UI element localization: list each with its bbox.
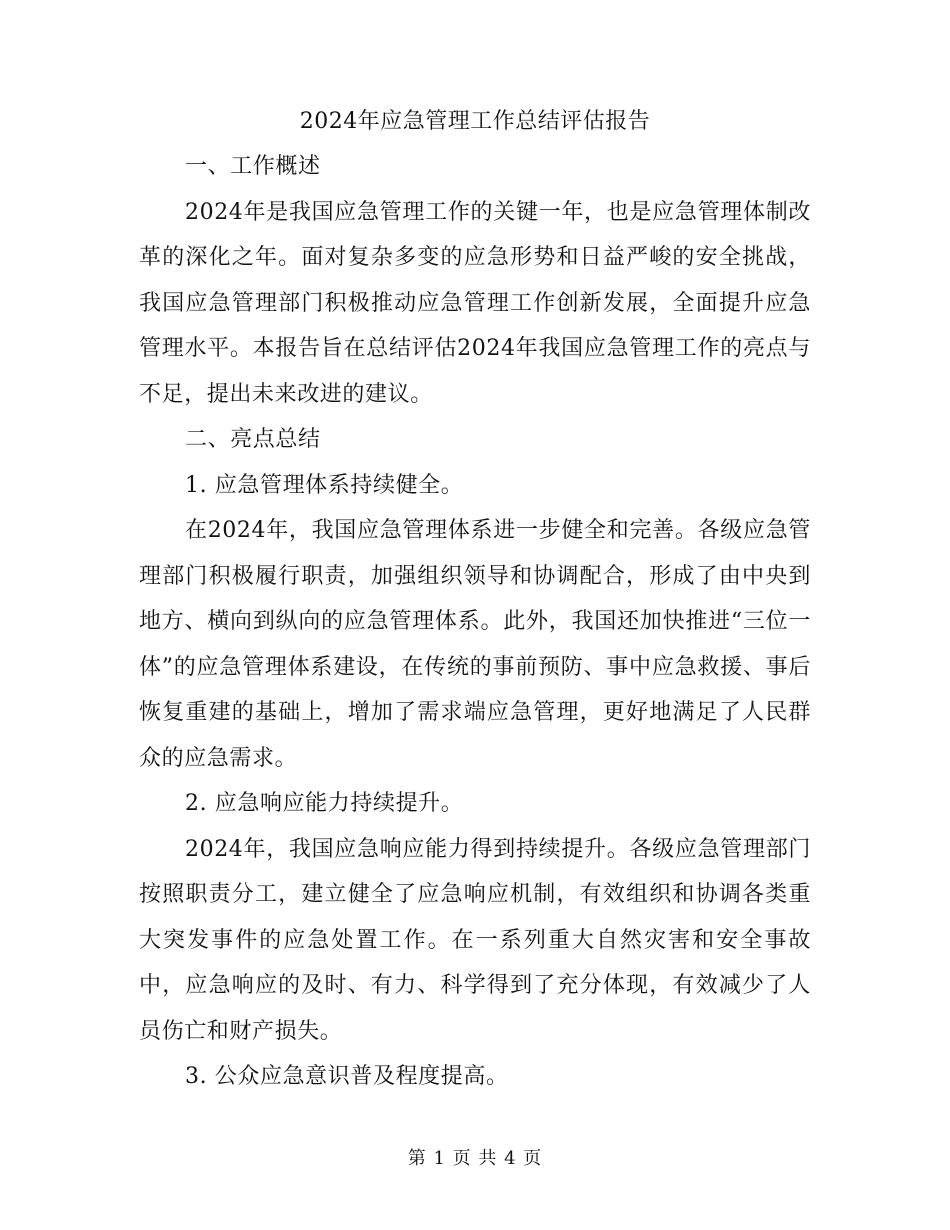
page-footer: 第 1 页 共 4 页 — [407, 1148, 543, 1169]
paragraph-overview: 2024年是我国应急管理工作的关键一年，也是应急管理体制改革的深化之年。面对复杂多变的应急形势和日益严峻的安全挑战，我国应急管理部门积极推动应急管理工作创新发展，全面提升应急管理水平。本报告旨在总结评估2024年我国应急管理工作的亮点与不足，提出未来改进的建议。 — [139, 199, 811, 407]
section-heading-highlights: 二、亮点总结 — [185, 427, 321, 452]
subheading-response: 2. 应急响应能力持续提升。 — [185, 791, 464, 816]
subheading-system: 1. 应急管理体系持续健全。 — [185, 472, 464, 498]
paragraph-response: 2024年，我国应急响应能力得到持续提升。各级应急管理部门按照职责分工，建立健全了应急响应机制，有效组织和协调各类重大突发事件的应急处置工作。在一系列重大自然灾害和安全事故中，应急响应的及时、有力、科学得到了充分体现，有效减少了人员伤亡和财产损失。 — [139, 836, 811, 1044]
document-title: 2024年应急管理工作总结评估报告 — [299, 109, 651, 134]
subheading-awareness: 3. 公众应急意识普及程度提高。 — [185, 1064, 509, 1089]
document-body — [139, 100, 811, 1100]
section-heading-overview: 一、工作概述 — [185, 154, 321, 179]
paragraph-system: 在2024年，我国应急管理体系进一步健全和完善。各级应急管理部门积极履行职责，加强组织领导和协调配合，形成了由中央到地方、横向到纵向的应急管理体系。此外，我国还加快推进“三位一体”的应急管理体系建设，在传统的事前预防、事中应急救援、事后恢复重建的基础上，增加了需求端应急管理，更好地满足了人民群众的应急需求。 — [139, 518, 811, 771]
